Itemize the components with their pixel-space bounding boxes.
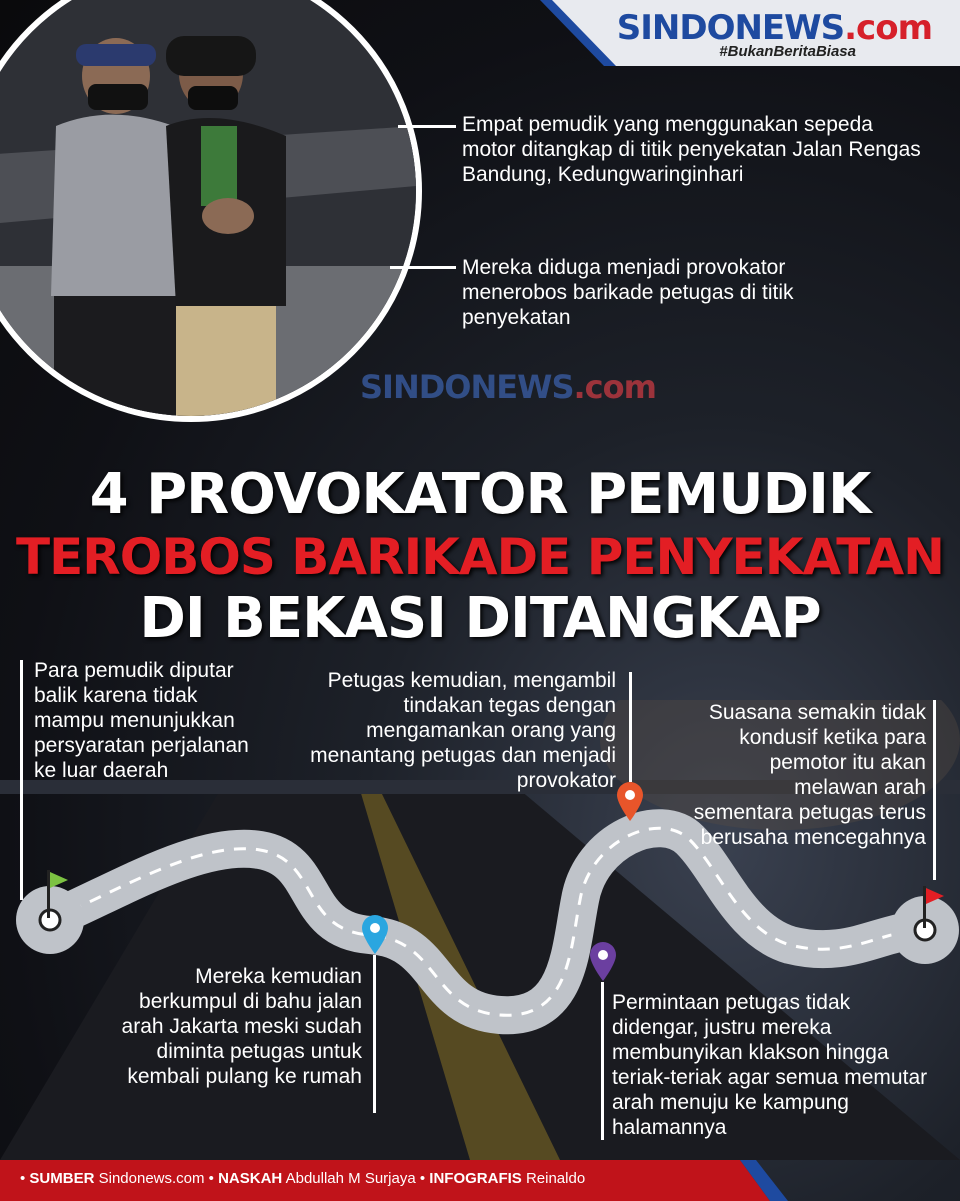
location-pin-icon-blue bbox=[360, 913, 390, 955]
footer-sumber-value: Sindonews.com bbox=[98, 1170, 205, 1187]
title-line-1: 4 PROVOKATOR PEMUDIK bbox=[89, 462, 871, 527]
arrest-photo bbox=[0, 0, 422, 422]
brand-header bbox=[540, 0, 960, 66]
step-5-line bbox=[933, 700, 936, 880]
footer-infografis-label: INFOGRAFIS bbox=[429, 1170, 522, 1187]
step-3-text: Petugas kemudian, mengambil tindakan tegas dengan mengamankan orang yang menantang petugas dan menjadi provokator bbox=[310, 669, 616, 792]
footer-naskah-label: NASKAH bbox=[218, 1170, 283, 1187]
title-line-2: TEROBOS BARIKADE PENYEKATAN bbox=[15, 528, 945, 586]
step-2-line bbox=[373, 955, 376, 1113]
summary-bullet-2: Mereka diduga menjadi provokator menerobos barikade petugas di titik penyekatan bbox=[462, 256, 794, 329]
brand-tagline: #BukanBeritaBiasa bbox=[719, 43, 856, 60]
footer-infografis-value: Reinaldo bbox=[525, 1170, 586, 1187]
title-line-3: DI BEKASI DITANGKAP bbox=[139, 586, 821, 651]
footer-naskah-value: Abdullah M Surjaya bbox=[285, 1170, 416, 1187]
footer-credits bbox=[0, 1160, 960, 1201]
bullet-connector-2 bbox=[390, 266, 456, 269]
start-flag-icon bbox=[42, 870, 72, 920]
step-5-text: Suasana semakin tidak kondusif ketika para pemotor itu akan melawan arah sementara petugas terus berusaha mencegahnya bbox=[693, 701, 926, 849]
finish-flag-icon bbox=[918, 886, 948, 930]
summary-bullet-1: Empat pemudik yang menggunakan sepeda motor ditangkap di titik penyekatan Jalan Rengas Bandung, Kedungwaringinhari bbox=[462, 113, 921, 186]
footer-sumber-label: SUMBER bbox=[29, 1170, 95, 1187]
step-1-line bbox=[20, 660, 23, 900]
step-2-text: Mereka kemudian berkumpul di bahu jalan arah Jakarta meski sudah diminta petugas untuk kembali pulang ke rumah bbox=[121, 965, 362, 1088]
footer-text: • SUMBER Sindonews.com • NASKAH Abdullah M Surjaya • INFOGRAFIS Reinaldo bbox=[20, 1170, 586, 1187]
location-pin-icon-purple bbox=[588, 940, 618, 982]
location-pin-icon-orange bbox=[615, 780, 645, 822]
step-1-text: Para pemudik diputar balik karena tidak mampu menunjukkan persyaratan perjalanan ke luar daerah bbox=[34, 659, 249, 782]
brand-logo[interactable]: SINDONEWS.com bbox=[616, 8, 932, 48]
step-4-text: Permintaan petugas tidak didengar, justru mereka membunyikan klakson hingga teriak-teriak agar semua memutar arah menuju ke kampung halamannya bbox=[612, 991, 928, 1139]
step-3-line bbox=[629, 672, 632, 782]
bullet-connector-1 bbox=[398, 125, 456, 128]
watermark-logo: SINDONEWS.com bbox=[360, 368, 656, 406]
step-4-line bbox=[601, 982, 604, 1140]
